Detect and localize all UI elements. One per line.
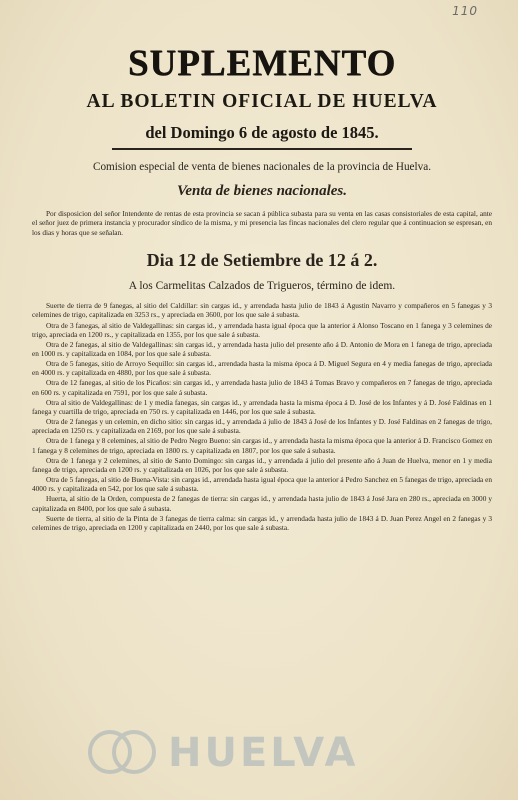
lot-item: Suerte de tierra, al sitio de la Pinta de 3 fanegas de tierra calma: sin cargas id., y arrendada hasta julio de 1843 á D. Juan Perez Angel en 2 fanegas y 3 celemines de trigo, apreciada en 1200 y capitalizada en 2440, por los que sale á subasta. (32, 513, 492, 532)
issue-date: del Domingo 6 de agosto de 1845. (145, 123, 379, 142)
lot-item: Otra al sitio de Valdegallinas: de 1 y media fanegas, sin cargas id., y arrendada hasta la misma época á D. José de los Infantes y á D. José Faldinas en 1 fanega y cuartilla de trigo, apreciada en 750 rs. y capitalizada en 1446, por los que sale á subasta. (32, 397, 492, 416)
bulletin-subtitle: AL BOLETIN OFICIAL DE HUELVA (86, 91, 438, 112)
lot-item: Otra de 2 fanegas y un celemin, en dicho sitio: sin cargas id., y arrendada á julio de 1843 á José de los Infantes y D. José Faldinas en 2 fanegas de trigo, apreciada en 1250 rs. y capitalizada en 2169, por los que sale á subasta. (32, 417, 492, 436)
commission-line: Comision especial de venta de bienes nacionales de la provincia de Huelva. (93, 161, 431, 173)
header-divider (112, 148, 412, 150)
lot-item: Otra de 1 fanega y 2 celemines, al sitio de Santo Domingo: sin cargas id., y arrendada á julio del presente año á Juan de Huelva, menor en 1 y media fanega de trigo, apreciada en 1200 rs. y capitalizada en 1026, por los que sale á subasta. (32, 455, 492, 474)
lot-item: Otra de 5 fanegas, al sitio de Buena-Vista: sin cargas id., arrendada hasta igual época que la anterior á Pedro Sanchez en 5 fanegas de trigo, apreciada en 4000 rs. y capitalizada en 542, por los que sale á subasta. (32, 475, 492, 494)
lot-item: Suerte de tierra de 9 fanegas, al sitio del Caldillar: sin cargas id., y arrendada hasta julio de 1843 á Agustin Navarro y compañeros en 5 fanegas y 3 celemines de trigo, capitalizada en 3253 rs., y apreciada en 3600, por los que sale á subasta. (32, 301, 492, 320)
lot-item: Otra de 12 fanegas, al sitio de los Picaños: sin cargas id., y arrendada hasta julio de 1843 á Tomas Bravo y compañeros en 7 fanegas de trigo, apreciada en 600 rs. y capitalizada en 7591, por los que sale á subasta. (32, 378, 492, 397)
lot-item: Otra de 3 fanegas, al sitio de Valdegallinas: sin cargas id., y arrendada hasta igual época que la anterior á Alonso Toscano en 1 fanega y 3 celemines de trigo, apreciada en 1200 rs., y capitalizada en 1355, por los que sale á subasta. (32, 320, 492, 339)
convent-group-heading: A los Carmelitas Calzados de Trigueros, término de idem. (128, 280, 396, 293)
lot-item: Huerta, al sitio de la Orden, compuesta de 2 fanegas de tierra: sin cargas id., y arrendada hasta julio de 1843 á José Jara en 280 rs., apreciada en 3000 y capitalizada en 8400, por los que sale á subasta. (32, 494, 492, 513)
lot-item: Otra de 1 fanega y 8 celemines, al sitio de Pedro Negro Bueno: sin cargas id., y arrendada hasta la misma época que la anterior á D. Francisco Gomez en 1 fanega y 8 celemines de trigo, apreciada en 1800 rs. y capitalizada en 1807, por los que sale á subasta. (32, 436, 492, 455)
auction-day-heading: Dia 12 de Setiembre de 12 á 2. (146, 250, 378, 271)
sale-heading: Venta de bienes nacionales. (176, 183, 347, 199)
watermark-text: HUELVA (168, 730, 359, 776)
lot-item: Otra de 2 fanegas, al sitio de Valdegallinas: sin cargas id., y arrendada hasta julio del presente año á D. Antonio de Mora en 1 fanega de trigo, apreciada en 1000 rs. y capitalizada en 1084, por los que sale á subasta. (32, 339, 492, 358)
pencil-page-number: 110 (452, 4, 478, 18)
supplement-title: SUPLEMENTO (127, 43, 397, 84)
archive-emblem-icon (88, 726, 156, 778)
archive-watermark (88, 720, 438, 790)
intro-paragraph: Por disposicion del señor Intendente de rentas de esta provincia se sacan á pública subasta para su venta en las casas consistoriales de esta capital, ante el señor juez de primera instancia y procurador síndico de la misma, y mi presencia las fincas nacionales del clero regular que á continuacion se espresan, en los dias y horas que se señalan. (32, 209, 492, 237)
lot-list (32, 301, 492, 532)
lot-item: Otra de 5 fanegas, sitio de Arroyo Sequillo: sin cargas id., arrendada hasta la misma época á D. Miguel Segura en 4 y media fanegas de trigo, apreciada en 4000 rs. y capitalizada en 4880, por los que sale á subasta. (32, 359, 492, 378)
